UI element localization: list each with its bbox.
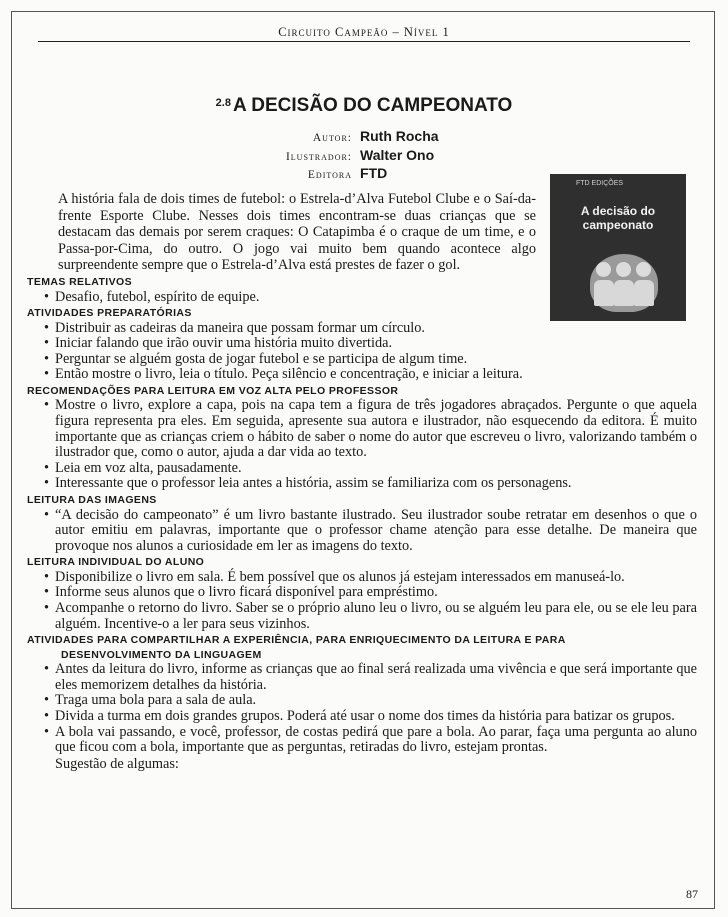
- credit-label: Autor:: [312, 132, 352, 144]
- credit-value: FTD: [360, 165, 388, 181]
- book-credits: [246, 128, 546, 184]
- list-item: • Perguntar se alguém gosta de jogar futebol e se participa de algum time.: [25, 352, 697, 368]
- item-list: [25, 662, 697, 756]
- credit-value: Ruth Rocha: [360, 128, 439, 144]
- chapter-title: [0, 95, 728, 117]
- synopsis: A história fala de dois times de futebol: o Estrela-d’Alva Futebol Clube e o Saí-da-frente Esporte Clube. Nesses dois times encontram-se duas crianças que se destacam das demais por serem craques: O Catapimba é o craque de um time, e o Passa-por-Cima, do outro. O jogo vai muito bem quando acontece algo surpreendente sempre que o Estrela-d’Alva está prestes de fazer o gol.: [58, 191, 536, 273]
- item-list: [25, 508, 697, 555]
- cover-publisher: FTD EDIÇÕES: [576, 180, 624, 187]
- section-heading: TEMAS RELATIVOS: [27, 276, 132, 288]
- activity-sections: [25, 275, 697, 772]
- section-heading: LEITURA DAS IMAGENS: [27, 494, 157, 507]
- header-rule: [38, 41, 690, 42]
- list-item: • Divida a turma em dois grandes grupos. Poderá até usar o nome dos times da história para batizar os grupos.: [25, 709, 697, 725]
- running-head: Circuito Campeão – Nível 1: [278, 25, 450, 39]
- section-heading: LEITURA INDIVIDUAL DO ALUNO: [27, 556, 205, 569]
- item-list: [25, 570, 697, 632]
- credit-illustrator: [246, 147, 546, 166]
- list-item: • Mostre o livro, explore a capa, pois na capa tem a figura de três jogadores abraçados. Pergunte o que aquela figura representa pra eles. Em seguida, apresente sua autora e ilustrador, não esquecendo da editora. É muito importante que as crianças criem o hábito de saber o nome do autor que escreveu o livro, valorizando também o ilustrador que, como o autor, ajuda a dar vida ao texto.: [25, 398, 697, 460]
- list-item: • Então mostre o livro, leia o título. Peça silêncio e concentração, e iniciar a leitura.: [25, 367, 697, 383]
- credit-publisher: [246, 165, 546, 184]
- item-list: [25, 398, 697, 492]
- list-item: • Leia em voz alta, pausadamente.: [25, 461, 697, 477]
- section-heading: ATIVIDADES PREPARATÓRIAS: [27, 307, 192, 320]
- list-item: • Desafio, futebol, espírito de equipe.: [25, 290, 697, 306]
- credit-label: Editora: [307, 169, 352, 181]
- section-recomendacoes: [25, 384, 697, 492]
- list-item: • Disponibilize o livro em sala. É bem possível que os alunos já estejam interessados em manuseá-lo.: [25, 570, 697, 586]
- list-item: • Antes da leitura do livro, informe as crianças que ao final será realizada uma vivência e que será importante que eles memorizem detalhes da história.: [25, 662, 697, 693]
- list-item: • Interessante que o professor leia antes a história, assim se familiariza com os personagens.: [25, 476, 697, 492]
- list-item: • Iniciar falando que irão ouvir uma história muito divertida.: [25, 336, 697, 352]
- section-leitura-individual: [25, 555, 697, 632]
- credit-value: Walter Ono: [360, 146, 435, 163]
- credit-author: [246, 128, 546, 147]
- chapter-number: 2.8: [215, 97, 231, 109]
- list-item: • Informe seus alunos que o livro ficará disponível para empréstimo.: [25, 585, 697, 601]
- list-item: • Distribuir as cadeiras da maneira que possam formar um círculo.: [25, 321, 697, 337]
- cover-title: A decisão do campeonato: [580, 204, 656, 232]
- list-item: • “A decisão do campeonato” é um livro bastante ilustrado. Seu ilustrador soube retratar em desenhos o que o autor emitiu em palavras, importante que o professor chame atenção para esse detalhe. De maneira que provoque nos alunos a curiosidade em ler as imagens do texto.: [25, 508, 697, 555]
- list-item: • Traga uma bola para a sala de aula.: [25, 693, 697, 709]
- section-heading: RECOMENDAÇÕES PARA LEITURA EM VOZ ALTA PELO PROFESSOR: [27, 384, 399, 397]
- section-compartilhar: [25, 633, 697, 772]
- list-item: • Acompanhe o retorno do livro. Saber se o próprio aluno leu o livro, ou se alguém leu para ele, ou se ele leu para alguém. Incentive-o a ler para seus vizinhos.: [25, 601, 697, 632]
- section-heading: ATIVIDADES PARA COMPARTILHAR A EXPERIÊNCIA, PARA ENRIQUECIMENTO DA LEITURA E PARA: [27, 634, 566, 647]
- section-preparatorias: [25, 306, 697, 383]
- section-heading-continued: DESENVOLVIMENTO DA LINGUAGEM: [61, 648, 262, 661]
- list-item: • A bola vai passando, e você, professor, de costas pedirá que pare a bola. Ao parar, faça uma pergunta ao aluno que ficou com a bola, importante que as perguntas, retiradas do livro, estejam prontas.: [25, 725, 697, 756]
- page-number: 87: [686, 887, 698, 901]
- chapter-title-text: A DECISÃO DO CAMPEONATO: [232, 95, 513, 116]
- section-temas: [25, 275, 697, 305]
- item-list: [25, 290, 697, 306]
- credit-label: Ilustrador:: [285, 150, 352, 163]
- suggestions-lead: Sugestão de algumas:: [55, 755, 179, 772]
- item-list: [25, 321, 697, 383]
- section-imagens: [25, 493, 697, 554]
